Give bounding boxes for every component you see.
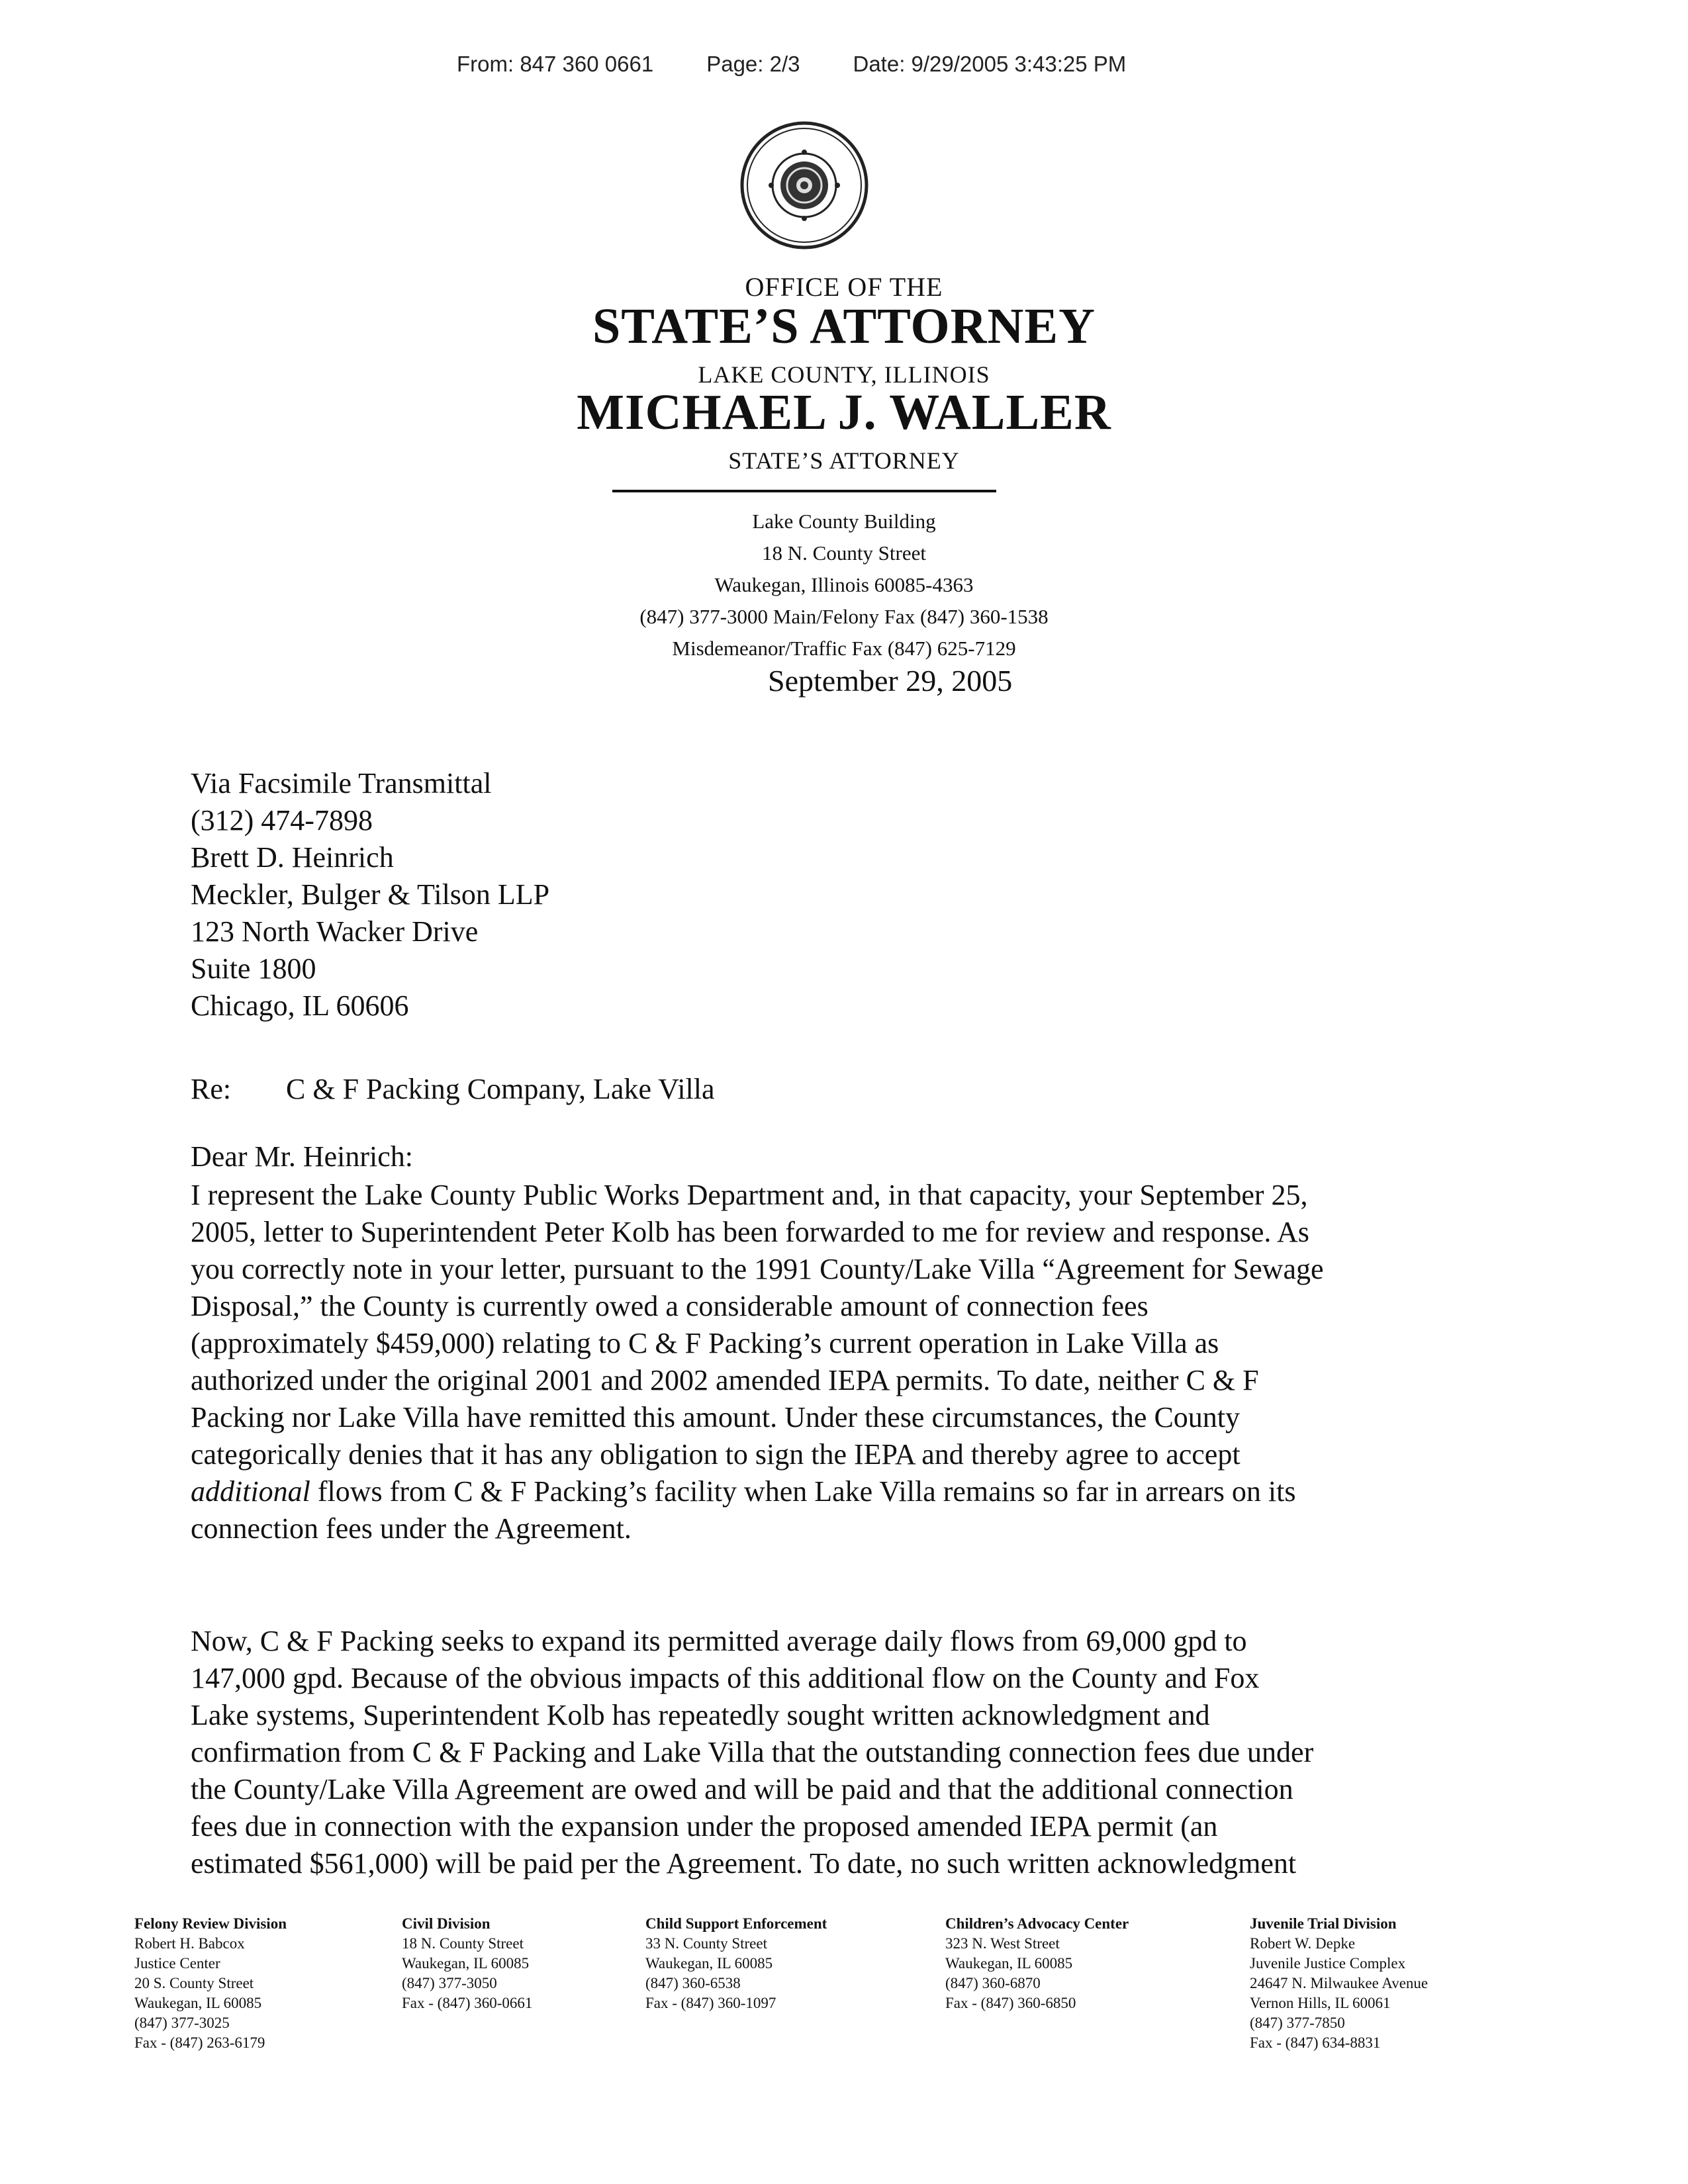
- paragraph-line: the County/Lake Villa Agreement are owed and will be paid and that the additional connection: [191, 1773, 1293, 1805]
- fax-date: Date: 9/29/2005 3:43:25 PM: [853, 52, 1127, 76]
- paragraph-line: Now, C & F Packing seeks to expand its permitted average daily flows from 69,000 gpd to: [191, 1625, 1247, 1657]
- paragraph-line: (approximately $459,000) relating to C & F Packing’s current operation in Lake Villa as: [191, 1327, 1219, 1359]
- emphasized-word: additional: [191, 1475, 310, 1508]
- address-line: Misdemeanor/Traffic Fax (847) 625-7129: [672, 637, 1016, 660]
- address-line: (847) 377-3000 Main/Felony Fax (847) 360-1538: [639, 605, 1049, 628]
- division-line: Fax - (847) 360-0661: [402, 1995, 533, 2011]
- paragraph-line: 2005, letter to Superintendent Peter Kolb has been forwarded to me for review and response. As: [191, 1216, 1309, 1248]
- footer-division-child-support: [645, 1914, 827, 2013]
- states-attorney-subtitle: STATE’S ATTORNEY: [728, 447, 960, 474]
- division-line: (847) 360-6538: [645, 1975, 741, 1991]
- paragraph-line: 147,000 gpd. Because of the obvious impacts of this additional flow on the County and Fox: [191, 1662, 1260, 1694]
- division-line: Robert H. Babcox: [134, 1935, 245, 1952]
- division-line: Waukegan, IL 60085: [645, 1955, 773, 1972]
- county-seal-icon: [738, 119, 870, 251]
- paragraph-line: fees due in connection with the expansion under the proposed amended IEPA permit (an: [191, 1810, 1218, 1843]
- states-attorney-title: STATE’S ATTORNEY: [592, 298, 1096, 354]
- division-line: (847) 377-3025: [134, 2015, 230, 2031]
- division-line: (847) 377-7850: [1250, 2015, 1345, 2031]
- division-line: Fax - (847) 360-1097: [645, 1995, 776, 2011]
- paragraph-line: connection fees under the Agreement.: [191, 1512, 632, 1545]
- paragraph-line: confirmation from C & F Packing and Lake Villa that the outstanding connection fees due under: [191, 1736, 1314, 1768]
- division-line: 20 S. County Street: [134, 1975, 254, 1991]
- address-line: Waukegan, Illinois 60085-4363: [714, 573, 974, 596]
- division-line: Waukegan, IL 60085: [945, 1955, 1073, 1972]
- division-line: Fax - (847) 634-8831: [1250, 2034, 1381, 2051]
- division-line: 33 N. County Street: [645, 1935, 767, 1952]
- recipient-line: Chicago, IL 60606: [191, 989, 409, 1022]
- re-subject: C & F Packing Company, Lake Villa: [286, 1073, 715, 1105]
- paragraph-line: categorically denies that it has any obligation to sign the IEPA and thereby agree to accept: [191, 1438, 1241, 1471]
- letterhead-divider: [612, 490, 996, 492]
- division-line: Waukegan, IL 60085: [402, 1955, 530, 1972]
- footer-division-juvenile-trial: [1250, 1914, 1428, 2053]
- footer-division-childrens-advocacy: [945, 1914, 1129, 2013]
- division-name: Children’s Advocacy Center: [945, 1915, 1129, 1932]
- paragraph-line: [191, 1473, 1448, 1510]
- division-line: 24647 N. Milwaukee Avenue: [1250, 1975, 1429, 1991]
- address-line: Lake County Building: [752, 510, 936, 533]
- re-label: Re:: [191, 1073, 232, 1105]
- address-line: 18 N. County Street: [762, 541, 926, 565]
- footer-division-felony-review: [134, 1914, 287, 2053]
- letter-date: September 29, 2005: [768, 664, 1013, 698]
- paragraph-line: estimated $561,000) will be paid per the Agreement. To date, no such written acknowledgment: [191, 1847, 1297, 1880]
- office-of-label: OFFICE OF THE: [745, 272, 943, 302]
- division-name: Felony Review Division: [134, 1915, 287, 1932]
- salutation: Dear Mr. Heinrich:: [191, 1140, 413, 1173]
- division-line: (847) 377-3050: [402, 1975, 497, 1991]
- division-line: Juvenile Justice Complex: [1250, 1955, 1406, 1972]
- attorney-name: MICHAEL J. WALLER: [577, 385, 1111, 440]
- fax-from: From: 847 360 0661: [457, 52, 654, 76]
- division-line: Fax - (847) 360-6850: [945, 1995, 1076, 2011]
- division-line: 18 N. County Street: [402, 1935, 524, 1952]
- footer-division-civil: [402, 1914, 532, 2013]
- paragraph-line: Disposal,” the County is currently owed a considerable amount of connection fees: [191, 1290, 1149, 1322]
- paragraph-line: I represent the Lake County Public Works Department and, in that capacity, your September 25,: [191, 1179, 1308, 1211]
- paragraph-line: Lake systems, Superintendent Kolb has repeatedly sought written acknowledgment and: [191, 1699, 1210, 1731]
- division-line: (847) 360-6870: [945, 1975, 1041, 1991]
- division-name: Juvenile Trial Division: [1250, 1915, 1397, 1932]
- county-label: LAKE COUNTY, ILLINOIS: [698, 361, 990, 388]
- division-line: Robert W. Depke: [1250, 1935, 1356, 1952]
- recipient-line: Brett D. Heinrich: [191, 841, 394, 874]
- recipient-line: Via Facsimile Transmittal: [191, 767, 492, 799]
- recipient-line: 123 North Wacker Drive: [191, 915, 479, 948]
- recipient-line: (312) 474-7898: [191, 804, 373, 837]
- division-line: Waukegan, IL 60085: [134, 1995, 262, 2011]
- recipient-line: Meckler, Bulger & Tilson LLP: [191, 878, 550, 911]
- division-line: Fax - (847) 263-6179: [134, 2034, 265, 2051]
- body-paragraph-2: [191, 1623, 1448, 1882]
- fax-page: Page: 2/3: [706, 52, 800, 76]
- division-name: Civil Division: [402, 1915, 491, 1932]
- paragraph-line: authorized under the original 2001 and 2002 amended IEPA permits. To date, neither C & F: [191, 1364, 1259, 1396]
- division-name: Child Support Enforcement: [645, 1915, 827, 1932]
- body-paragraph-1: [191, 1177, 1448, 1547]
- division-line: Vernon Hills, IL 60061: [1250, 1995, 1391, 2011]
- paragraph-line-rest: flows from C & F Packing’s facility when Lake Villa remains so far in arrears on its: [310, 1475, 1296, 1508]
- division-line: Justice Center: [134, 1955, 220, 1972]
- fax-header: [457, 52, 1126, 77]
- paragraph-line: Packing nor Lake Villa have remitted this amount. Under these circumstances, the County: [191, 1401, 1241, 1433]
- recipient-line: Suite 1800: [191, 952, 316, 985]
- division-line: 323 N. West Street: [945, 1935, 1060, 1952]
- paragraph-line: you correctly note in your letter, pursuant to the 1991 County/Lake Villa “Agreement for Sewage: [191, 1253, 1324, 1285]
